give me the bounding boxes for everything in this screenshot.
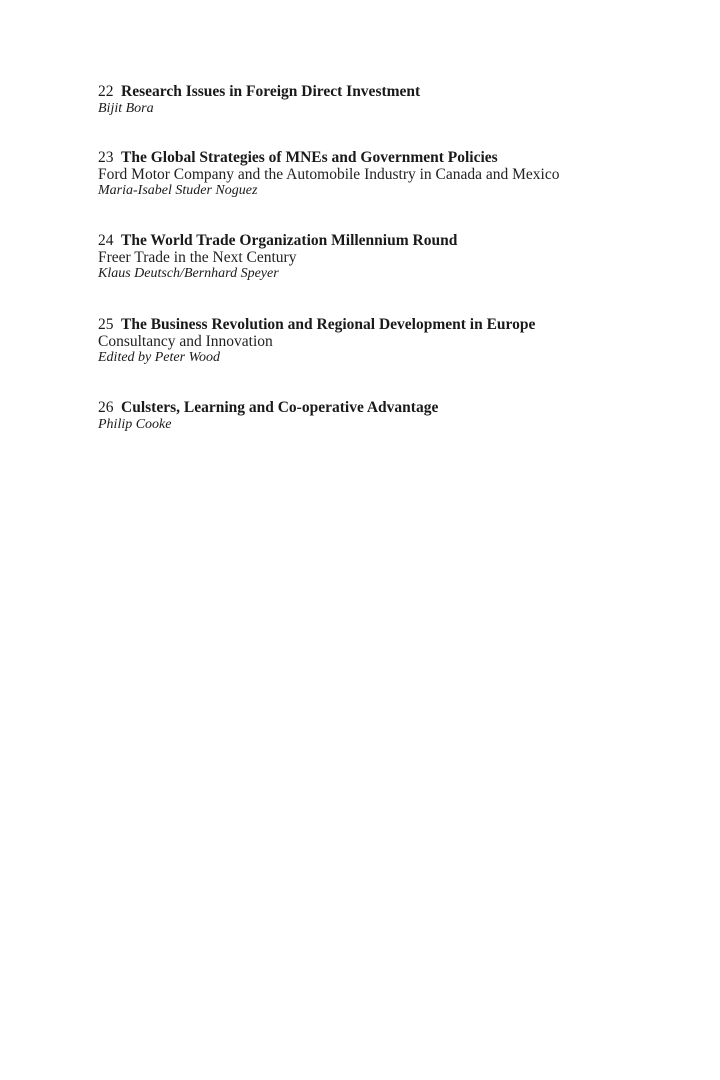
entry-author: Klaus Deutsch/Bernhard Speyer <box>98 266 279 282</box>
entry-author: Maria-Isabel Studer Noguez <box>98 183 258 199</box>
entry-heading <box>98 400 438 417</box>
entry-subtitle: Ford Motor Company and the Automobile Industry in Canada and Mexico <box>98 165 560 183</box>
entry-title: The World Trade Organization Millennium Round <box>121 232 458 249</box>
series-entry-22 <box>98 84 420 117</box>
entry-title: Research Issues in Foreign Direct Investment <box>121 83 421 100</box>
entry-author: Bijit Bora <box>98 100 154 116</box>
entry-heading <box>98 150 560 167</box>
entry-heading <box>98 84 420 101</box>
entry-number: 25 <box>98 316 114 333</box>
entry-heading <box>98 317 535 334</box>
series-entry-25 <box>98 317 535 367</box>
entry-author: Edited by Peter Wood <box>98 350 220 366</box>
entry-number: 23 <box>98 149 114 166</box>
entry-title: Culsters, Learning and Co-operative Advantage <box>121 399 439 416</box>
entry-number: 22 <box>98 83 114 100</box>
entry-number: 26 <box>98 399 114 416</box>
entry-title: The Global Strategies of MNEs and Government Policies <box>121 149 498 166</box>
entry-title: The Business Revolution and Regional Development in Europe <box>121 316 536 333</box>
series-entry-24 <box>98 233 457 283</box>
entry-heading <box>98 233 457 250</box>
entry-author: Philip Cooke <box>98 416 172 432</box>
entry-subtitle: Consultancy and Innovation <box>98 332 273 350</box>
entry-subtitle: Freer Trade in the Next Century <box>98 248 297 266</box>
series-entry-26 <box>98 400 438 433</box>
entry-number: 24 <box>98 232 114 249</box>
series-entry-23 <box>98 150 560 200</box>
